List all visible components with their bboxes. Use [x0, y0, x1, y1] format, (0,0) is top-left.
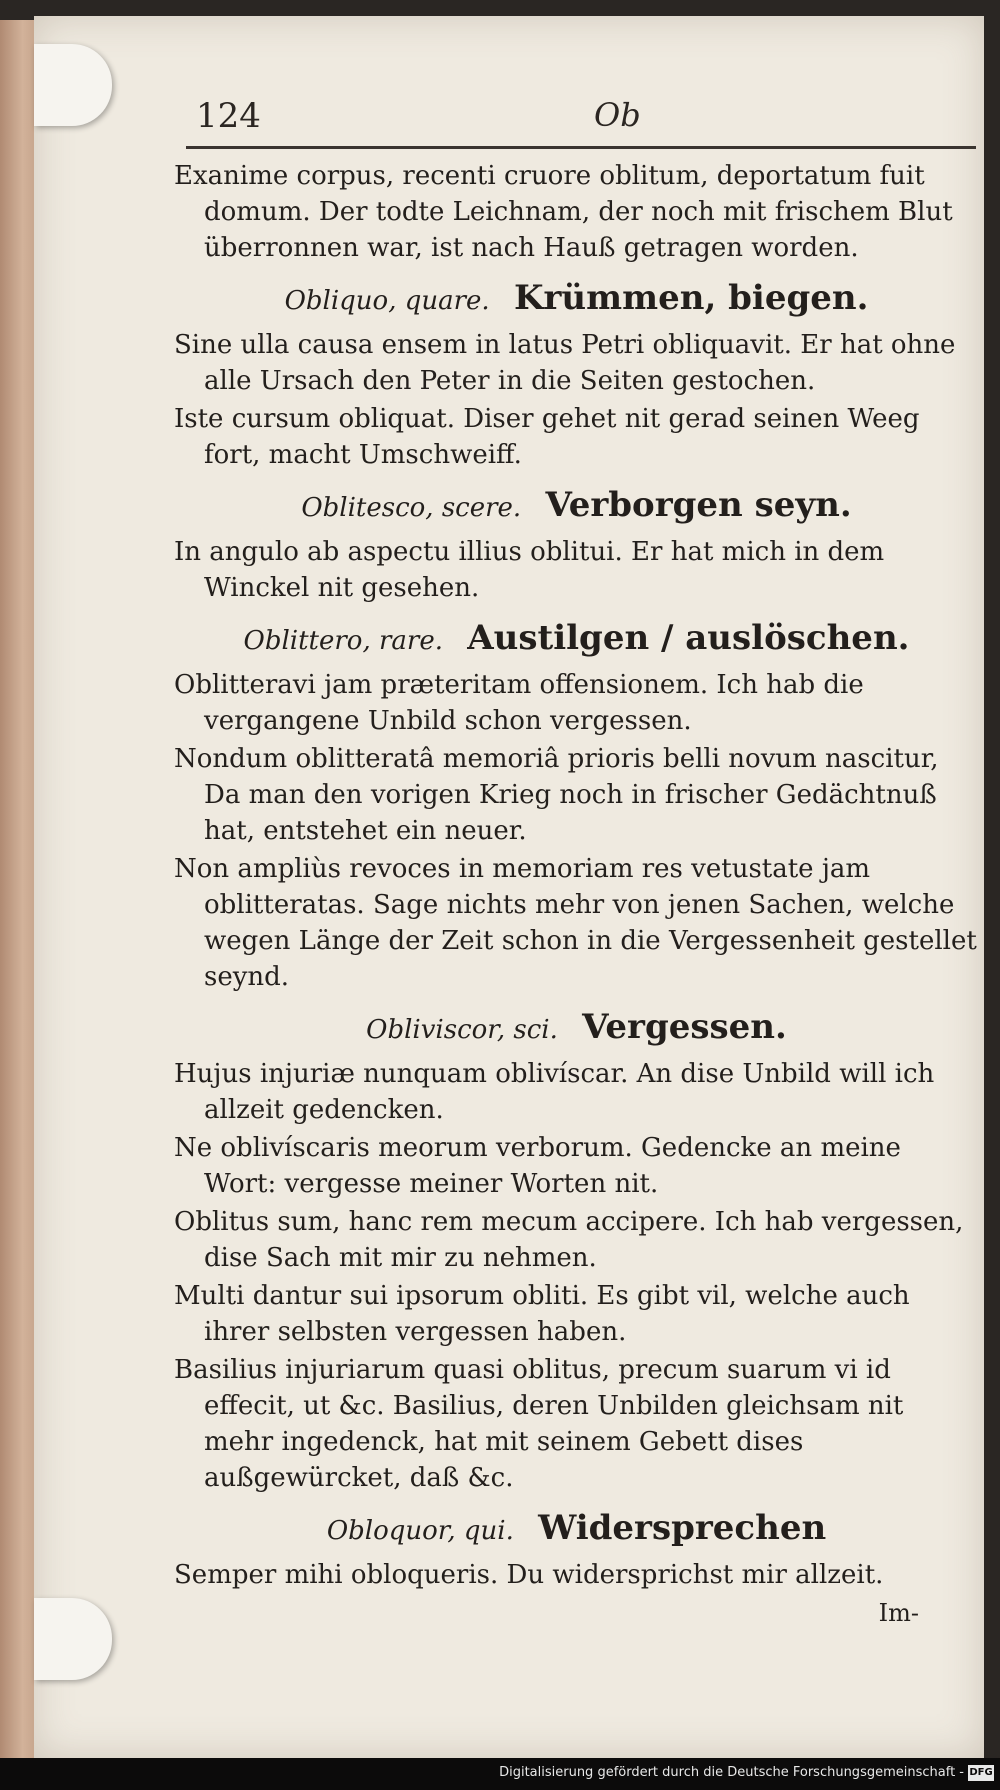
footer-bar [0, 1758, 1000, 1790]
footer-credit: Digitalisierung gefördert durch die Deutsche Forschungsgemeinschaft - [499, 1765, 964, 1780]
lemma: Oblittero, rare. [243, 626, 443, 656]
headword [174, 1510, 979, 1549]
section-obliquo [174, 280, 979, 473]
entry: Iste cursum obliquat. Diser gehet nit gerad seinen Weeg fort, macht Umschweiff. [174, 404, 920, 470]
lemma: Obloquor, qui. [326, 1516, 514, 1546]
book-spine-edge [0, 20, 38, 1760]
section-obloquor [174, 1510, 979, 1593]
dictionary-text [174, 158, 979, 1631]
german-gloss: Widersprechen [538, 1508, 827, 1548]
entry: Oblitus sum, hanc rem mecum accipere. Ich hab vergessen, dise Sach mit mir zu nehmen. [174, 1207, 964, 1273]
headword [174, 487, 979, 526]
section-oblittero [174, 620, 979, 995]
entry: Multi dantur sui ipsorum obliti. Es gibt vil, welche auch ihrer selbsten vergessen haben. [174, 1281, 910, 1347]
german-gloss: Vergessen. [582, 1007, 787, 1047]
entry: Ne oblivíscaris meorum verborum. Gedencke an meine Wort: vergesse meiner Worten nit. [174, 1133, 901, 1199]
entry: In angulo ab aspectu illius oblitui. Er hat mich in dem Winckel nit gesehen. [174, 537, 885, 603]
german-gloss: Austilgen / auslöschen. [467, 618, 910, 658]
lemma: Oblitesco, scere. [301, 493, 522, 523]
section-obliviscor [174, 1009, 979, 1496]
entry: Hujus injuriæ nunquam oblivíscar. An dise Unbild will ich allzeit gedencken. [174, 1059, 935, 1125]
entry: Exanime corpus, recenti cruore oblitum, deportatum fuit domum. Der todte Leichnam, der noch mit frischem Blut überronnen war, ist nach Hauß getragen worden. [174, 161, 953, 263]
dfg-logo-icon: DFG [968, 1765, 994, 1781]
headword [174, 280, 979, 319]
lemma: Obliquo, quare. [284, 286, 490, 316]
entry: Sine ulla causa ensem in latus Petri obliquavit. Er hat ohne alle Ursach den Peter in die Seiten gestochen. [174, 330, 956, 396]
page-clip-top [34, 44, 112, 126]
section-oblitesco [174, 487, 979, 606]
page-clip-bottom [34, 1598, 112, 1680]
entry: Oblitteravi jam præteritam offensionem. Ich hab die vergangene Unbild schon vergessen. [174, 670, 864, 736]
entry: Basilius injuriarum quasi oblitus, precum suarum vi id effecit, ut &c. Basilius, deren Unbilden gleichsam nit mehr ingedenck, hat mit seinem Gebett dises außgewürcket, daß &c. [174, 1355, 904, 1493]
headword [174, 1009, 979, 1048]
header-rule [186, 146, 976, 149]
section-continuation [174, 158, 979, 266]
running-head: Ob [594, 96, 641, 134]
catchword: Im- [878, 1599, 919, 1627]
entry: Nondum oblitteratâ memoriâ prioris belli novum nascitur, Da man den vorigen Krieg noch in frischer Gedächtnuß hat, entstehet ein neuer. [174, 744, 939, 846]
headword [174, 620, 979, 659]
german-gloss: Verborgen seyn. [545, 485, 852, 525]
lemma: Obliviscor, sci. [366, 1015, 558, 1045]
german-gloss: Krümmen, biegen. [513, 278, 869, 318]
entry: Non ampliùs revoces in memoriam res vetustate jam oblitteratas. Sage nichts mehr von jenen Sachen, welche wegen Länge der Zeit schon in die Vergessenheit gestellet seynd. [174, 854, 977, 992]
page-header [196, 96, 976, 146]
entry: Semper mihi obloqueris. Du widersprichst mir allzeit. [174, 1560, 884, 1590]
page-number: 124 [196, 96, 261, 136]
